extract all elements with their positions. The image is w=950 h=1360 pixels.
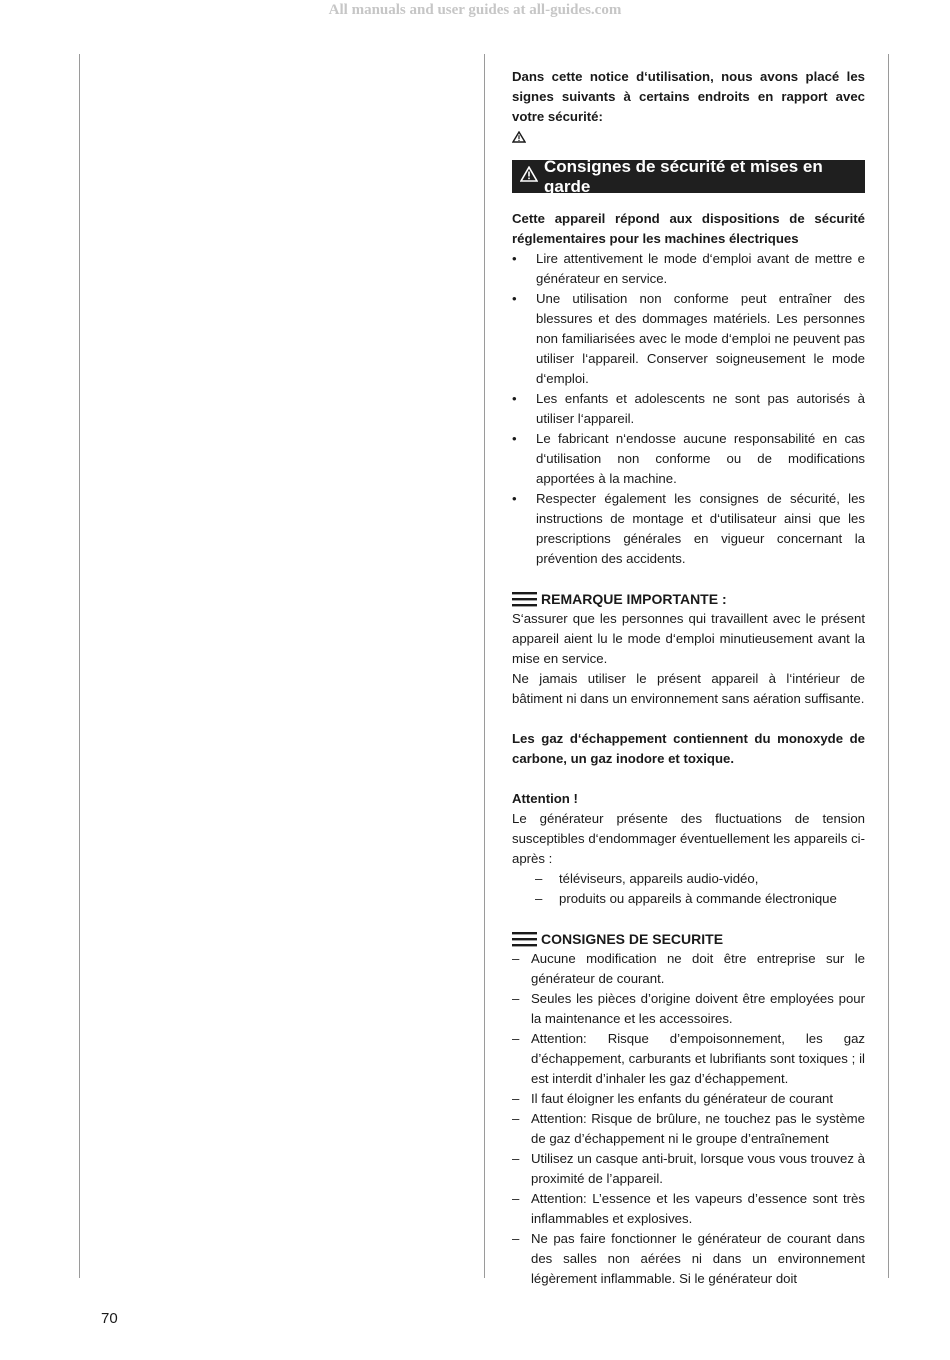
list-item: – Attention: L’essence et les vapeurs d’essence sont très inflammables et explosives. bbox=[512, 1191, 865, 1226]
warning-triangle-icon bbox=[512, 127, 865, 147]
note-lines-icon bbox=[512, 932, 537, 947]
safety-banner bbox=[512, 156, 865, 196]
bullet-list bbox=[512, 249, 865, 569]
remarque-text-2: Ne jamais utiliser le présent appareil à l‘intérieur de bâtiment ni dans un environnement sans aération suffisante. bbox=[512, 671, 865, 706]
compliance-title: Cette appareil répond aux dispositions de sécurité réglementaires pour les machines électriques bbox=[512, 211, 865, 246]
list-item: • Une utilisation non conforme peut entraîner des blessures et des dommages matériels. Les personnes non familiarisées avec le mode d‘emploi ne peuvent pas utiliser l‘appareil. Conserver soigneusement le mode d‘emploi. bbox=[512, 291, 865, 386]
list-item: – produits ou appareils à commande électronique bbox=[535, 891, 837, 906]
left-border-line bbox=[79, 54, 80, 1278]
intro-text: Dans cette notice d‘utilisation, nous avons placé les signes suivants à certains endroits en rapport avec votre sécurité: bbox=[512, 69, 865, 124]
list-item: • Le fabricant n‘endosse aucune responsabilité en cas d‘utilisation non conforme ou de modifications apportées à la machine. bbox=[512, 431, 865, 486]
list-item: – Utilisez un casque anti-bruit, lorsque vous vous trouvez à proximité de l’appareil. bbox=[512, 1151, 865, 1186]
list-item: • Lire attentivement le mode d‘emploi avant de mettre e générateur en service. bbox=[512, 251, 865, 286]
consignes-heading: CONSIGNES DE SECURITE bbox=[512, 929, 865, 949]
attention-title: Attention ! bbox=[512, 791, 578, 806]
list-item: – Ne pas faire fonctionner le générateur de courant dans des salles non aérées ni dans un environnement légèrement inflammable. Si le générateur doit bbox=[512, 1231, 865, 1286]
list-item: • Respecter également les consignes de sécurité, les instructions de montage et d‘utilisateur ainsi que les prescriptions générales en vigueur concernant la prévention des accidents. bbox=[512, 491, 865, 566]
remarque-text-1: S‘assurer que les personnes qui travaillent avec le présent appareil aient lu le mode d‘emploi minutieusement avant la mise en service. bbox=[512, 611, 865, 666]
page-number: 70 bbox=[101, 1310, 118, 1327]
watermark: All manuals and user guides at all-guides.com bbox=[328, 2, 622, 18]
right-border-line bbox=[888, 54, 889, 1278]
consignes-list bbox=[512, 949, 865, 1289]
banner-title: Consignes de sécurité et mises en garde bbox=[544, 156, 823, 196]
warning-triangle-icon bbox=[520, 166, 538, 187]
list-item: – téléviseurs, appareils audio-vidéo, bbox=[535, 871, 759, 886]
list-item: – Aucune modification ne doit être entreprise sur le générateur de courant. bbox=[512, 951, 865, 986]
right-column bbox=[512, 67, 865, 1289]
list-item: – Il faut éloigner les enfants du générateur de courant bbox=[512, 1091, 834, 1106]
attention-text: Le générateur présente des fluctuations de tension susceptibles d‘endommager éventuellement les appareils ci-après : bbox=[512, 811, 865, 866]
attention-list bbox=[512, 869, 865, 909]
list-item: • Les enfants et adolescents ne sont pas autorisés à utiliser l‘appareil. bbox=[512, 391, 865, 426]
list-item: – Attention: Risque de brûlure, ne touchez pas le système de gaz d’échappement ni le groupe d’entraînement bbox=[512, 1111, 865, 1146]
column-divider-line bbox=[484, 54, 485, 1278]
gaz-warning: Les gaz d‘échappement contiennent du monoxyde de carbone, un gaz inodore et toxique. bbox=[512, 731, 865, 766]
list-item: – Seules les pièces d’origine doivent être employées pour la maintenance et les accessoires. bbox=[512, 991, 865, 1026]
note-lines-icon bbox=[512, 592, 537, 607]
remarque-heading: REMARQUE IMPORTANTE : bbox=[512, 589, 865, 609]
list-item: – Attention: Risque d’empoisonnement, les gaz d’échappement, carburants et lubrifiants sont toxiques ; il est interdit d’inhaler les gaz d’échappement. bbox=[512, 1031, 865, 1086]
